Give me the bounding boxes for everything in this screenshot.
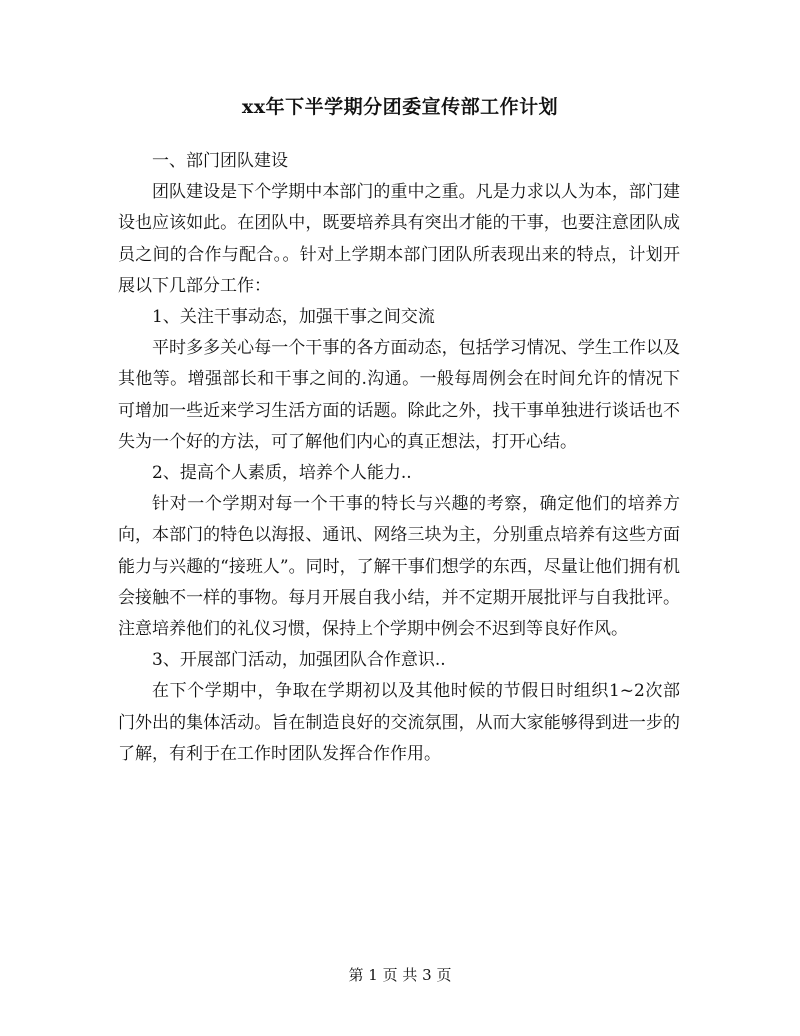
document-title: xx年下半学期分团委宣传部工作计划 [241,96,559,118]
paragraph-staff-communication: 平时多多关心每一个干事的各方面动态，包括学习情况、学生工作以及其他等。增强部长和干事之间的.沟通。一般每周例会在时间允许的情况下可增加一些近来学习生活方面的话题。除此之外，找干事单独进行谈话也不失为一个好的方法，可了解他们内心的真正想法，打开心结。 [118,338,680,452]
subheading-staff-communication: 1、关注干事动态，加强干事之间交流 [152,307,435,328]
subheading-personal-quality: 2、提高个人素质，培养个人能力.. [152,463,412,484]
paragraph-department-activities: 在下个学期中，争取在学期初以及其他时候的节假日时组织1~2次部门外出的集体活动。旨在制造良好的交流氛围，从而大家能够得到进一步的了解，有利于在工作时团队发挥合作作用。 [118,681,680,764]
subheading-department-activities: 3、开展部门活动，加强团队合作意识.. [152,650,446,671]
paragraph-personal-quality: 针对一个学期对每一个干事的特长与兴趣的考察，确定他们的培养方向，本部门的特色以海报、通讯、网络三块为主，分别重点培养有这些方面能力与兴趣的“接班人”。同时，了解干事们想学的东西，尽量让他们拥有机会接触不一样的事物。每月开展自我小结，并不定期开展批评与自我批评。注意培养他们的礼仪习惯，保持上个学期中例会不迟到等良好作风。 [118,494,680,640]
document-body [118,146,680,770]
page-number-footer: 第 1 页 共 3 页 [348,966,452,984]
section-heading-team-building: 一、部门团队建设 [152,151,288,171]
paragraph-team-building-intro: 团队建设是下个学期中本部门的重中之重。凡是力求以人为本，部门建设也应该如此。在团队中，既要培养具有突出才能的干事，也要注意团队成员之间的合作与配合。。针对上学期本部门团队所表现出来的特点，计划开展以下几部分工作： [118,182,680,296]
